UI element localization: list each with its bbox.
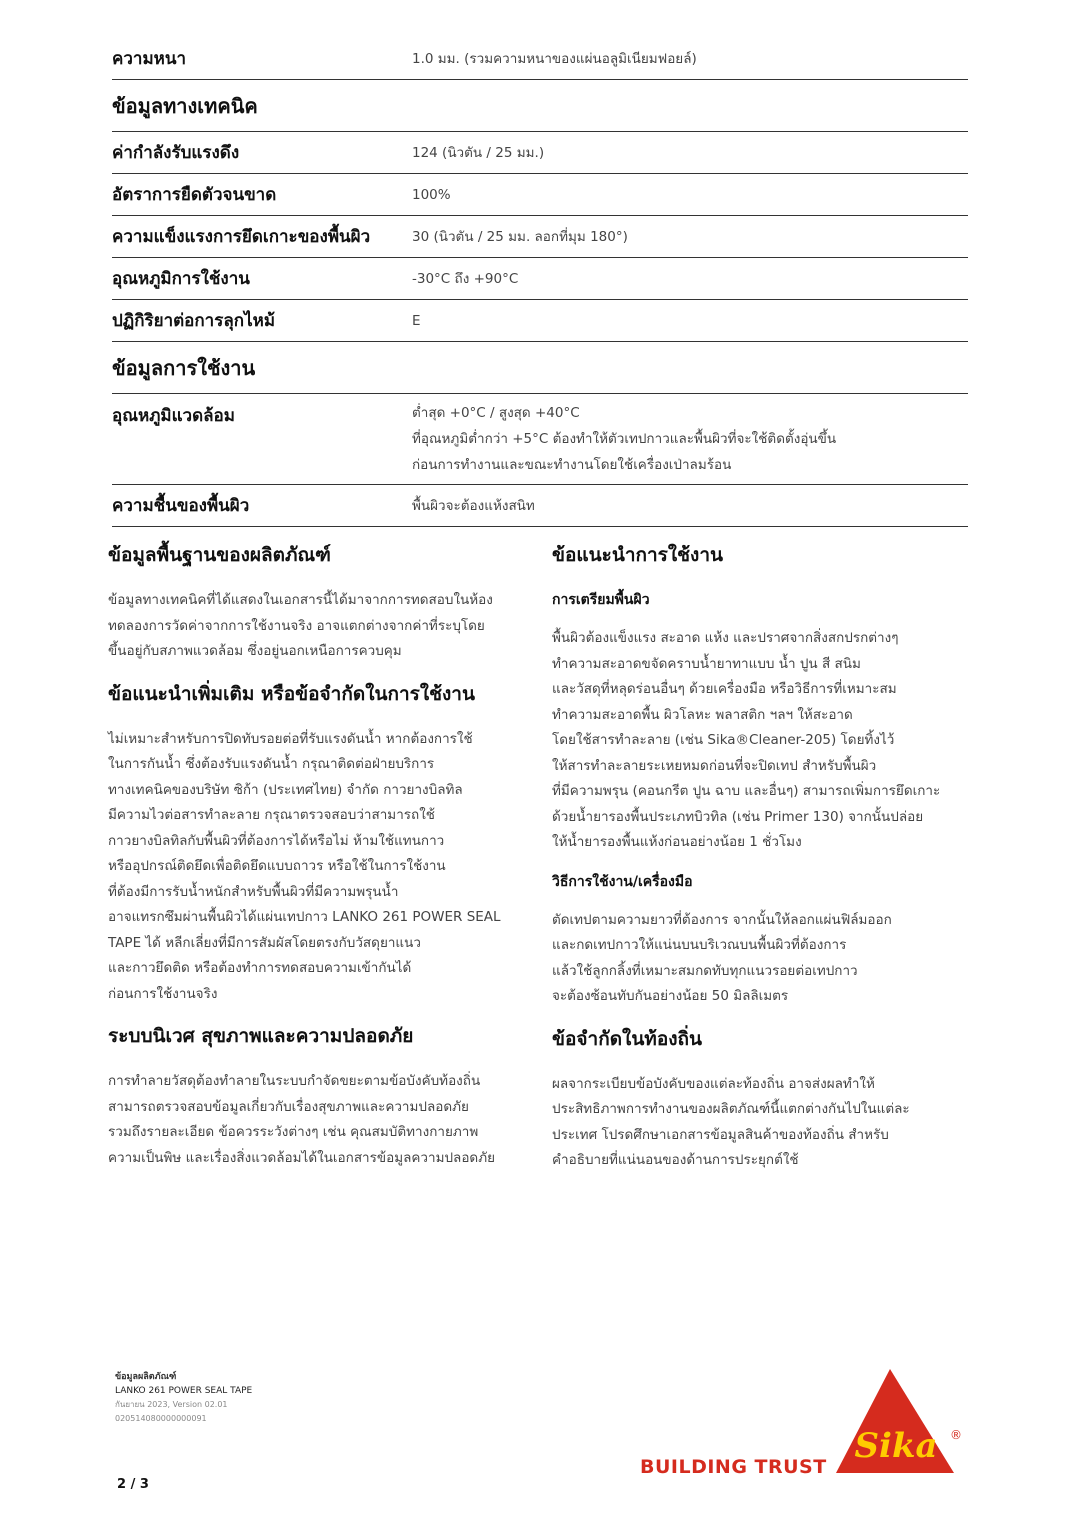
- ambient-line: ที่อุณหภูมิต่ำกว่า +5°C ต้องทำให้ตัวเทปกาวและพื้นผิวที่จะใช้ติดตั้งอุ่นขึ้น: [412, 431, 837, 447]
- spec-row-adhesion: [112, 216, 968, 258]
- footer-doc-code: 020514080000000091: [115, 1414, 207, 1423]
- ambient-line: ต่ำสุด +0°C / สูงสุด +40°C: [412, 405, 580, 421]
- building-trust-tagline: BUILDING TRUST: [640, 1456, 827, 1478]
- spec-label: ค่ากำลังรับแรงดึง: [112, 143, 240, 163]
- instructions-heading: ข้อแนะนำการใช้งาน: [552, 544, 723, 566]
- spec-label: อัตราการยืดตัวจนขาด: [112, 185, 277, 205]
- spec-label: อุณหภูมิการใช้งาน: [112, 269, 250, 289]
- section-title: ข้อมูลทางเทคนิค: [112, 93, 258, 118]
- spec-label: ความชื้นของพื้นผิว: [112, 496, 250, 516]
- spec-value: 124 (นิวตัน / 25 มม.): [412, 144, 545, 161]
- method-subheading: วิธีการใช้งาน/เครื่องมือ: [552, 873, 693, 890]
- spec-label: ความหนา: [112, 49, 187, 69]
- application-section-header: [112, 342, 968, 394]
- spec-table: [112, 38, 968, 527]
- footer-product-name: LANKO 261 POWER SEAL TAPE: [115, 1386, 253, 1396]
- spec-label: ความแข็งแรงการยึดเกาะของพื้นผิว: [112, 227, 371, 247]
- sika-logo-icon: [832, 1365, 962, 1477]
- method-paragraph: ตัดเทปตามความยาวที่ต้องการ จากนั้นให้ลอกแผ่นฟิล์มออก และกดเทปกาวให้แน่นบนบริเวณบนพื้นผิวที่ต้องการ แล้วใช้ลูกกลิ้งที่เหมาะสมกดทับทุกแนวรอยต่อเทปกาว จะต้องซ้อนทับกันอย่างน้อย 50 มิลลิเมตร: [552, 911, 892, 1004]
- ecology-paragraph: การทำลายวัสดุต้องทำลายในระบบกำจัดขยะตามข้อบังคับท้องถิ่น สามารถตรวจสอบข้อมูลเกี่ยวกับเรื่องสุขภาพและความปลอดภัย รวมถึงรายละเอียด ข้อควรระวังต่างๆ เช่น คุณสมบัติทางกายภาพ ความเป็นพิษ และเรื่องสิ่งแวดล้อมได้ในเอกสารข้อมูลความปลอดภัย: [108, 1073, 496, 1166]
- spec-row-elongation: [112, 174, 968, 216]
- spec-label: ปฏิกิริยาต่อการลุกไหม้: [112, 311, 276, 331]
- logo-wordmark: Sika: [854, 1426, 938, 1466]
- spec-row-moisture: [112, 485, 968, 527]
- prep-subheading: การเตรียมพื้นผิว: [552, 592, 650, 608]
- spec-value: 30 (นิวตัน / 25 มม. ลอกที่มุม 180°): [412, 228, 628, 245]
- local-heading: ข้อจำกัดในท้องถิ่น: [552, 1027, 703, 1050]
- technical-section-header: [112, 80, 968, 132]
- ecology-heading: ระบบนิเวศ สุขภาพและความปลอดภัย: [108, 1025, 414, 1047]
- page-number: 2 / 3: [117, 1477, 149, 1492]
- spec-label: อุณหภูมิแวดล้อม: [112, 406, 235, 426]
- spec-row-service-temp: [112, 258, 968, 300]
- limitations-heading: ข้อแนะนำเพิ่มเติม หรือข้อจำกัดในการใช้งาน: [108, 682, 475, 705]
- spec-row-tensile: [112, 132, 968, 174]
- basis-heading: ข้อมูลพื้นฐานของผลิตภัณฑ์: [108, 544, 331, 566]
- spec-row-thickness: [112, 38, 968, 80]
- spec-value: พื้นผิวจะต้องแห้งสนิท: [412, 497, 535, 514]
- section-title: ข้อมูลการใช้งาน: [112, 355, 256, 380]
- spec-value: 100%: [412, 186, 451, 203]
- prep-paragraph: พื้นผิวต้องแข็งแรง สะอาด แห้ง และปราศจากสิ่งสกปรกต่างๆ ทำความสะอาดขจัดคราบน้ำยาทาแบบ น้ำ ปูน สี สนิม และวัสดุที่หลุดร่อนอื่นๆ ด้วยเครื่องมือ หรือวิธีการที่เหมาะสม ทำความสะอาดพื้น ผิวโลหะ พลาสติก ฯลฯ ให้สะอาด โดยใช้สารทำละลาย (เช่น Sika®Cleaner-205) โดยทิ้งไว้ ให้สารทำละลายระเหยหมดก่อนที่จะปิดเทป สำหรับพื้นผิว ที่มีความพรุน (คอนกรีต ปูน ฉาบ และอื่นๆ) สามารถเพิ่มการยึดเกาะ ด้วยน้ำยารองพื้นประเภทบิวทิล (เช่น Primer 130) จากนั้นปล่อย ให้น้ำยารองพื้นแห้งก่อนอย่างน้อย 1 ชั่วโมง: [552, 630, 941, 850]
- right-column: [552, 540, 952, 1188]
- spec-value: E: [412, 312, 421, 329]
- spec-row-fire: [112, 300, 968, 342]
- spec-value: [412, 400, 968, 478]
- spec-value: -30°C ถึง +90°C: [412, 270, 519, 287]
- spec-row-ambient: [112, 394, 968, 485]
- limitations-paragraph: ไม่เหมาะสำหรับการปิดทับรอยต่อที่รับแรงดันน้ำ หากต้องการใช้ ในการกันน้ำ ซึ่งต้องรับแรงดันน้ำ กรุณาติดต่อฝ่ายบริการ ทางเทคนิคของบริษัท ซิก้า (ประเทศไทย) จำกัด กาวยางบิลทิล มีความไวต่อสารทำละลาย กรุณาตรวจสอบว่าสามารถใช้ กาวยางบิลทิลกับพื้นผิวที่ต้องการได้หรือไม่ ห้ามใช้แทนกาว หรืออุปกรณ์ติดยึดเพื่อติดยึดแบบถาวร หรือใช้ในการใช้งาน ที่ต้องมีการรับน้ำหนักสำหรับพื้นผิวที่มีความพรุนน้ำ อาจแทรกซึมผ่านพื้นผิวได้แผ่นเทปกาว LANKO 261 POWER SEAL TAPE ได้ หลีกเลี่ยงที่มีการสัมผัสโดยตรงกับวัสดุยาแนว และกาวยึดติด หรือต้องทำการทดสอบความเข้ากันได้ ก่อนการใช้งานจริง: [108, 730, 501, 1002]
- footer-date-version: กันยายน 2023, Version 02.01: [115, 1400, 228, 1409]
- spec-value: 1.0 มม. (รวมความหนาของแผ่นอลูมิเนียมฟอยล์): [412, 50, 697, 67]
- footer-doc-info: [115, 1370, 252, 1426]
- left-column: [108, 540, 508, 1185]
- footer-doc-title: ข้อมูลผลิตภัณฑ์: [115, 1372, 177, 1382]
- ambient-line: ก่อนการทำงานและขณะทำงานโดยใช้เครื่องเป่าลมร้อน: [412, 457, 732, 473]
- local-paragraph: ผลจากระเบียบข้อบังคับของแต่ละท้องถิ่น อาจส่งผลทำให้ ประสิทธิภาพการทำงานของผลิตภัณฑ์นี้แตกต่างกันไปในแต่ละ ประเทศ โปรดศึกษาเอกสารข้อมูลสินค้าของท้องถิ่น สำหรับ คำอธิบายที่แน่นอนของด้านการประยุกต์ใช้: [552, 1075, 910, 1168]
- logo-registered-mark: ®: [950, 1428, 962, 1442]
- basis-paragraph: ข้อมูลทางเทคนิคที่ได้แสดงในเอกสารนี้ได้มาจากการทดสอบในห้อง ทดลองการวัดค่าจากการใช้งานจริง อาจแตกต่างจากค่าที่ระบุโดย ขึ้นอยู่กับสภาพแวดล้อม ซึ่งอยู่นอกเหนือการควบคุม: [108, 592, 493, 659]
